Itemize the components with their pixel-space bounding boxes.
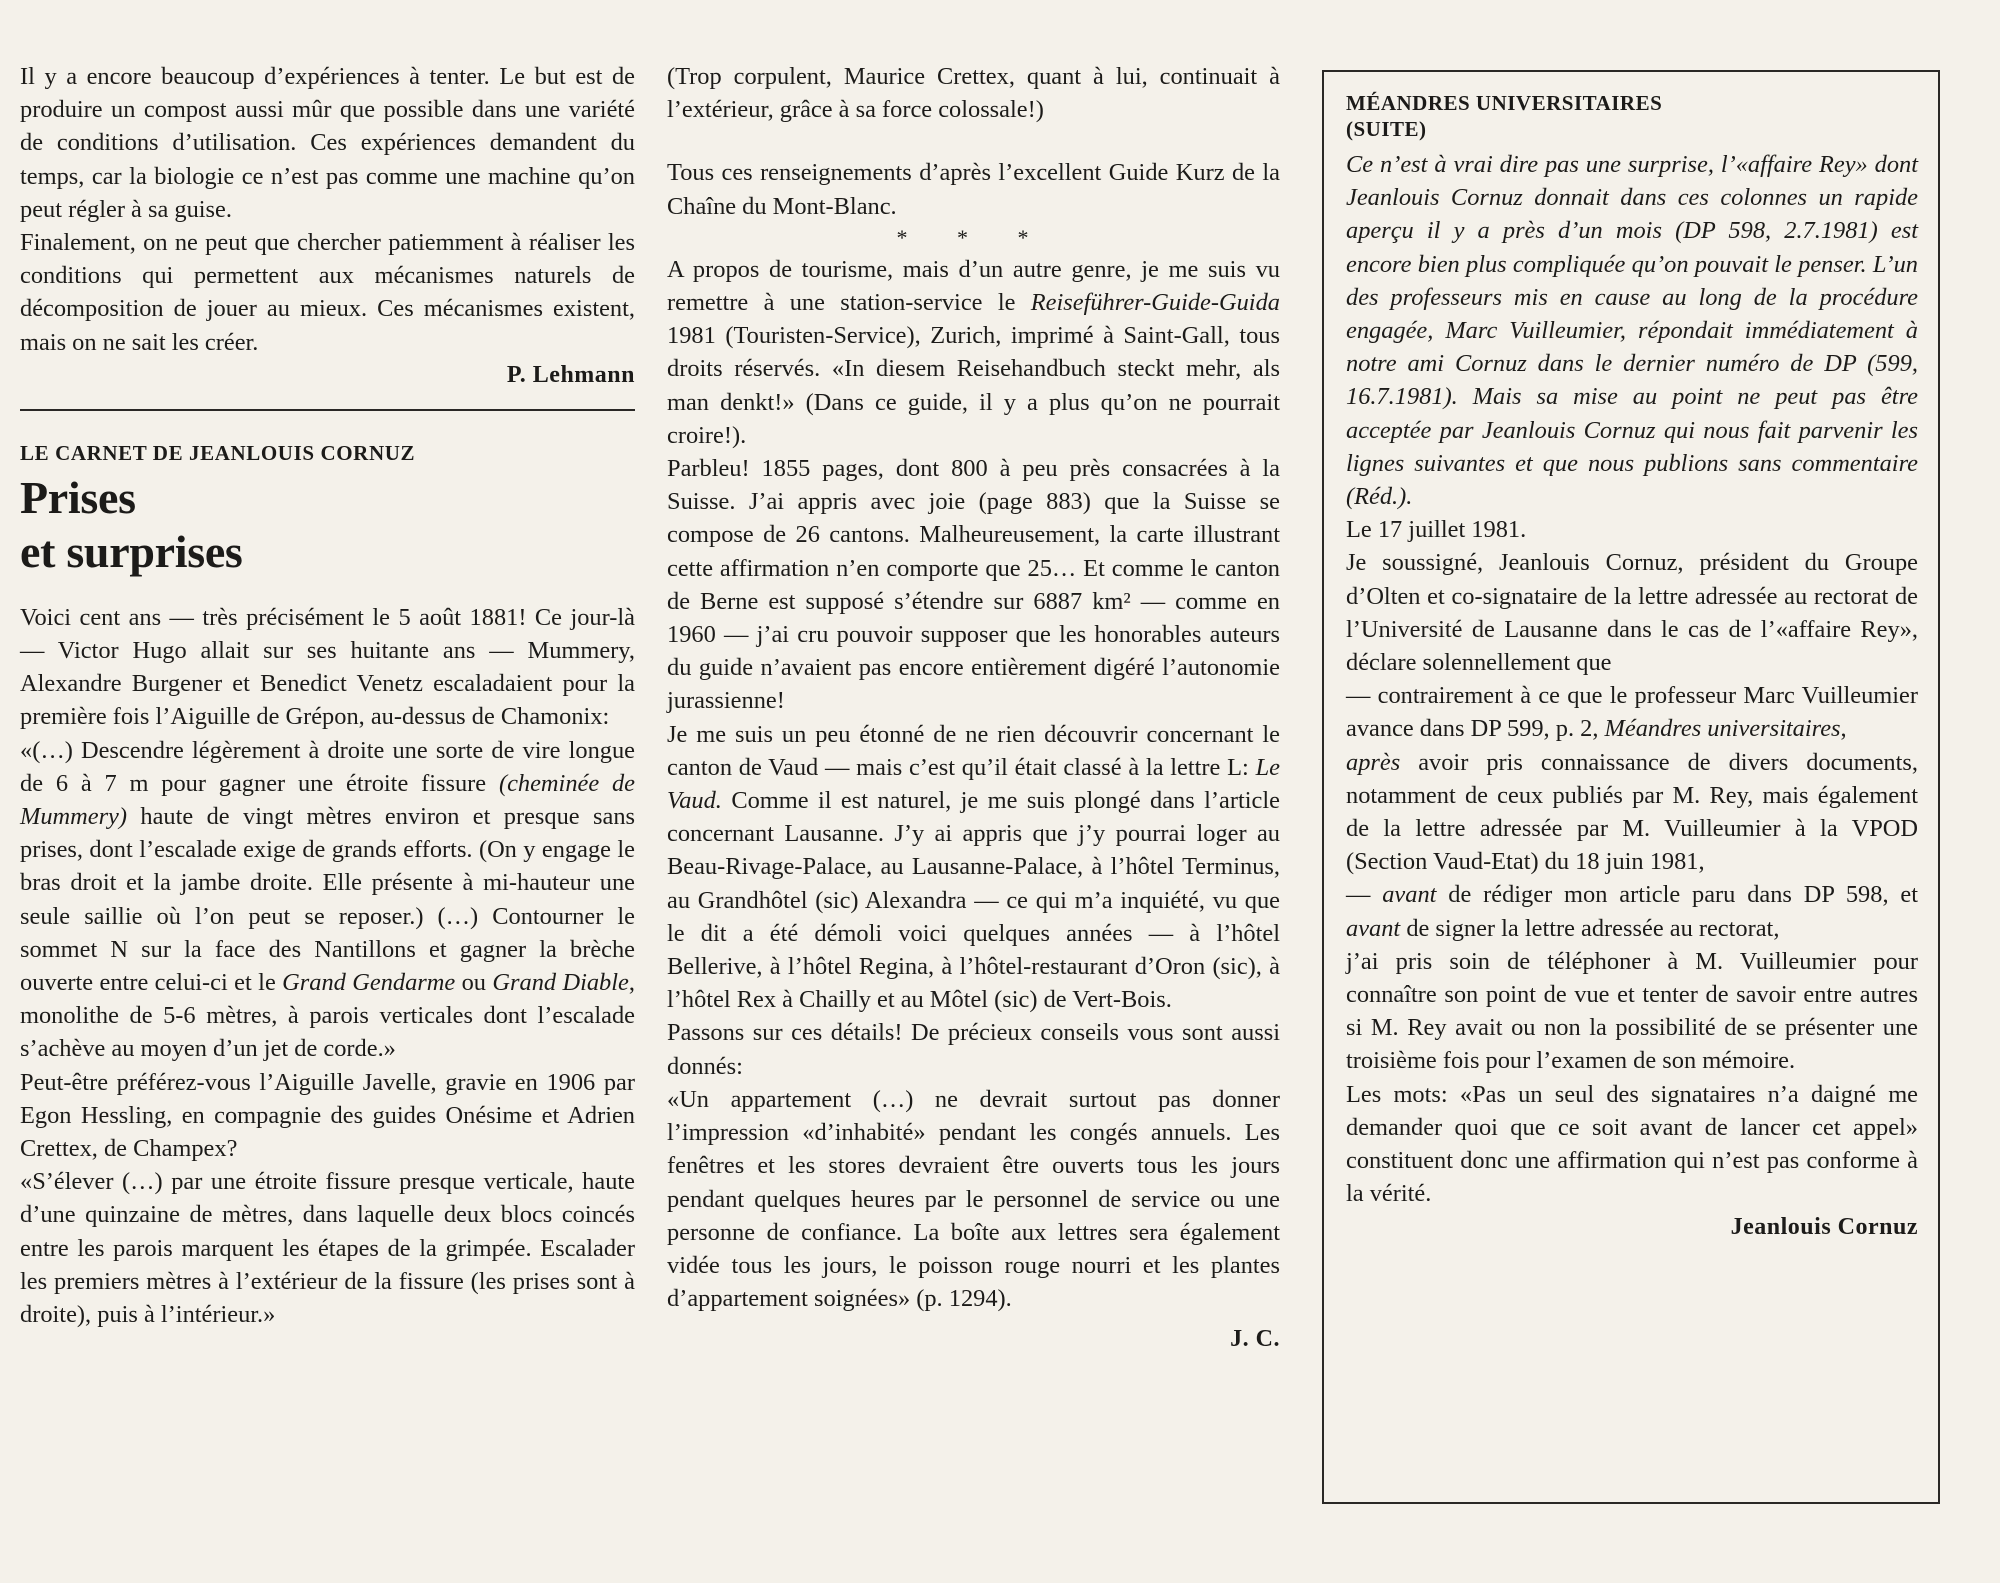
signature-lehmann: P. Lehmann (506, 361, 635, 388)
letter-date: Le 17 juillet 1981. (1346, 516, 1527, 544)
article-paragraph: Peut-être préférez-vous l’Aiguille Javelle, gravie en 1906 par Egon Hessling, en compagnie des guides Onésime et Adrien Crettex, de Champex? (20, 1068, 635, 1163)
headline-line-2: et surprises (20, 525, 243, 577)
editorial-intro: Ce n’est à vrai dire pas une surprise, l’«affaire Rey» dont Jeanlouis Cornuz donnait dans ces colonnes un rapide aperçu il y a près d’un mois (DP 598, 2.7.1981) est encore bien plus compliquée qu’on pouvait le penser. L’un des professeurs mis en cause au long de la procédure engagée, Marc Vuilleumier, répondait immédiatement à notre ami Cornuz dans le dernier numéro de DP (599, 16.7.1981). Mais sa mise au point ne peut pas être acceptée par Jeanlouis Cornuz qui nous fait parvenir les lignes suivantes et que nous publions sans commentaire (Réd.). (1346, 151, 1918, 511)
column-middle (667, 60, 1280, 1356)
quote-guide: «Un appartement (…) ne devrait surtout pas donner l’impression «d’inhabité» pendant les congés annuels. Les fenêtres et les stores devraient être ouverts tous les jours pendant quelques heures par le personnel de service ou une personne de confiance. La boîte aux lettres sera également vidée tous les jours, le poisson rouge nourri et les plantes d’appartement soignées» (p. 1294). (667, 1085, 1280, 1313)
signature-jc: J. C. (1230, 1326, 1280, 1353)
headline-line-1: Prises (20, 471, 136, 523)
article-paragraph: Je me suis un peu étonné de ne rien découvrir concernant le canton de Vaud — mais c’est qu’il était classé à la lettre L: Le Vaud. Comme il est naturel, je me suis plongé dans l’article concernant Lausanne. J’y ai appris que j’y pourrai loger au Beau-Rivage-Palace, au Lausanne-Palace, à l’hôtel Terminus, au Grandhôtel (sic) Alexandra — ce qui m’a inquiété, vu que le dit a été démoli voici quelques années — à l’hôtel Bellerive, à l’hôtel Regina, à l’hôtel-restaurant d’Oron (sic), à l’hôtel Rex à Chailly et au Môtel (sic) de Vert-Bois. (667, 720, 1280, 1014)
article-kicker: LE CARNET DE JEANLOUIS CORNUZ (20, 440, 416, 465)
boxed-article (1322, 70, 1940, 1504)
article-headline (20, 471, 635, 579)
compost-paragraph-1: Il y a encore beaucoup d’expériences à tenter. Le but est de produire un compost aussi mûr que possible dans une variété de conditions d’utilisation. Ces expériences demandent du temps, car la biologie ce n’est pas comme une machine qu’on peut régler à sa guise. (20, 63, 635, 223)
letter-paragraph: — contrairement à ce que le professeur Marc Vuilleumier avance dans DP 599, p. 2, Méandres universitaires, (1346, 682, 1918, 743)
letter-paragraph: Les mots: «Pas un seul des signataires n’a daigné me demander quoi que ce soit avant de lancer cet appel» constituent donc une affirmation qui n’est pas conforme à la vérité. (1346, 1080, 1918, 1208)
section-divider (20, 409, 635, 411)
box-title: MÉANDRES UNIVERSITAIRES (SUITE) (1346, 91, 1663, 141)
article-paragraph: Parbleu! 1855 pages, dont 800 à peu près consacrées à la Suisse. J’ai appris avec joie (page 883) que la Suisse se compose de 26 cantons. Malheureusement, la carte illustrant cette affirmation n’en comporte que 25… Et comme le canton de Berne est supposé s’étendre sur 6887 km² — comme en 1960 — j’ai cru pouvoir supposer que les honorables auteurs du guide n’avaient pas encore entièrement digéré l’autonomie jurassienne! (667, 455, 1280, 715)
letter-paragraph: Je soussigné, Jeanlouis Cornuz, président du Groupe d’Olten et co-signataire de la lettre adressée au rectorat de l’Université de Lausanne dans le cas de l’«affaire Rey», déclare solennellement que (1346, 549, 1918, 677)
article-paragraph: Tous ces renseignements d’après l’excellent Guide Kurz de la Chaîne du Mont-Blanc. (667, 159, 1280, 220)
section-separator-stars: * * * (896, 224, 1051, 250)
letter-paragraph: après avoir pris connaissance de divers documents, notamment de ceux publiés par M. Rey, mais également de la lettre adressée par M. Vuilleumier à la VPOD (Section Vaud-Etat) du 18 juin 1981, (1346, 748, 1918, 876)
quote-javelle: «S’élever (…) par une étroite fissure presque verticale, haute d’une quinzaine de mètres, dans laquelle deux blocs coincés entre les parois marquent les étapes de la grimpée. Escalader les premiers mètres à l’extérieur de la fissure (les prises sont à droite), puis à l’intérieur.» (20, 1168, 635, 1329)
article-paragraph: A propos de tourisme, mais d’un autre genre, je me suis vu remettre à une station-service le Reiseführer-Guide-Guida 1981 (Touristen-Service), Zurich, imprimé à Saint-Gall, tous droits réservés. «In diesem Reisehandbuch steckt mehr, als man denkt!» (Dans ce guide, il y a plus qu’on ne pourrait croire!). (667, 255, 1280, 449)
article-paragraph: Voici cent ans — très précisément le 5 août 1881! Ce jour-là — Victor Hugo allait sur ses huitante ans — Mummery, Alexandre Burgener et Benedict Venetz escaladaient pour la première fois l’Aiguille de Grépon, au-dessus de Chamonix: (20, 603, 635, 731)
column-left (20, 60, 635, 1331)
article-paragraph: Passons sur ces détails! De précieux conseils vous sont aussi donnés: (667, 1019, 1280, 1080)
compost-paragraph-2: Finalement, on ne peut que chercher patiemment à réaliser les conditions qui permettent aux mécanismes naturels de décomposition de jouer au mieux. Ces mécanismes existent, mais on ne sait les créer. (20, 229, 635, 356)
letter-paragraph: j’ai pris soin de téléphoner à M. Vuilleumier pour connaître son point de vue et tenter de savoir entre autres si M. Rey avait ou non la possibilité de se présenter une troisième fois pour l’examen de son mémoire. (1346, 947, 1918, 1075)
signature-cornuz: Jeanlouis Cornuz (1730, 1213, 1918, 1240)
quote-grepon: «(…) Descendre légèrement à droite une sorte de vire longue de 6 à 7 m pour gagner une étroite fissure (cheminée de Mummery) haute de vingt mètres environ et presque sans prises, dont l’escalade exige de grands efforts. (On y engage le bras droit et la jambe droite. Elle présente à mi-hauteur une seule saillie où l’on peut se reposer.) (…) Contourner le sommet N sur la face des Nantillons et gagner la brèche ouverte entre celui-ci et le Grand Gendarme ou Grand Diable, monolithe de 5-6 mètres, à parois verticales dont l’escalade s’achève au moyen d’un jet de corde.» (20, 736, 636, 1063)
letter-paragraph: — avant de rédiger mon article paru dans DP 598, et avant de signer la lettre adressée au rectorat, (1346, 881, 1918, 942)
article-paragraph: (Trop corpulent, Maurice Crettex, quant à lui, continuait à l’extérieur, grâce à sa force colossale!) (667, 63, 1280, 124)
